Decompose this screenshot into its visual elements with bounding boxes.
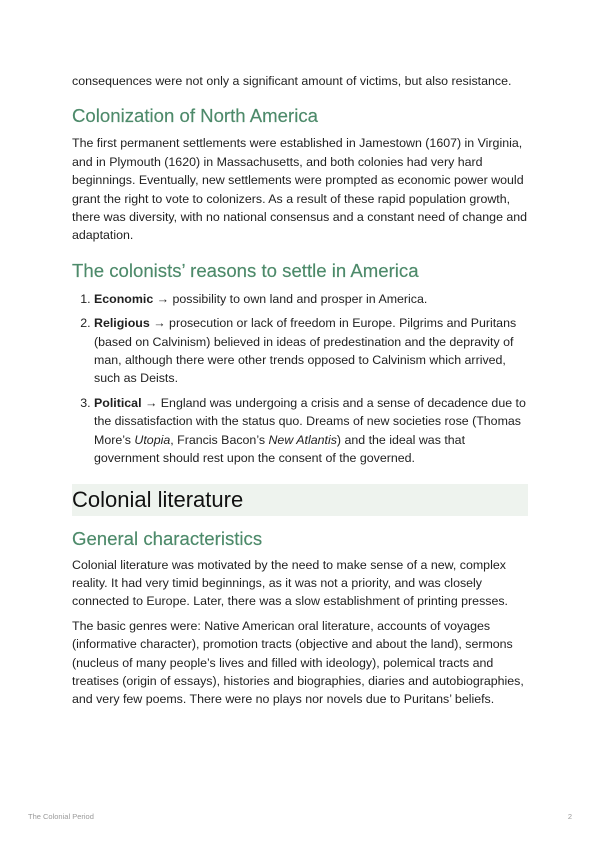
political-text-after: ) and the ideal was that government should rest upon the consent of the governed. xyxy=(94,432,466,466)
list-item-economic xyxy=(94,290,528,308)
arrow-symbol: → xyxy=(141,395,161,410)
arrow-symbol: → xyxy=(149,316,170,331)
page-number: 2 xyxy=(567,812,572,821)
colonization-heading: Colonization of North America xyxy=(72,105,318,127)
political-text-before: England was undergoing a crisis and a sense of decadence due to the dissatisfaction with the status quo. Dreams of new societies rose (Thomas More’s xyxy=(94,395,526,447)
new-atlantis-title: New Atlantis xyxy=(268,432,337,447)
footer-title: The Colonial Period xyxy=(28,812,94,821)
reasons-list xyxy=(72,290,528,468)
term-religious: Religious xyxy=(94,316,150,331)
characteristics-paragraph-1: Colonial literature was motivated by the need to make sense of a new, complex reality. It had very timid beginnings, as it was not a priority, and was closely connected to Europe. Later, there was a slow establishment of printing presses. xyxy=(72,557,508,609)
colonization-paragraph: The first permanent settlements were established in Jamestown (1607) in Virginia, and in Plymouth (1620) in Massachusetts, and both colonies had very hard beginnings. Eventually, new settlements were prompted as economic power would grant the right to vote to colonizers. As a result of these rapid population growth, there was diversity, with no national consensus and a constant need of change and adaptation. xyxy=(72,136,528,243)
colonial-literature-heading: Colonial literature xyxy=(72,484,528,516)
arrow-symbol: → xyxy=(153,291,173,306)
economic-text: possibility to own land and prosper in America. xyxy=(172,291,428,306)
list-item-political xyxy=(94,394,528,468)
reasons-heading: The colonists’ reasons to settle in America xyxy=(72,259,419,281)
intro-paragraph: consequences were not only a significant amount of victims, but also resistance. xyxy=(72,74,512,88)
political-text-mid: , Francis Bacon’s xyxy=(170,432,269,447)
page-content xyxy=(72,72,528,709)
utopia-title: Utopia xyxy=(134,432,171,447)
general-characteristics-heading: General characteristics xyxy=(72,527,263,549)
term-political: Political xyxy=(94,395,142,410)
term-economic: Economic xyxy=(94,291,154,306)
religious-text: prosecution or lack of freedom in Europe. Pilgrims and Puritans (based on Calvinism) believed in ideas of predestination and the depravity of man, although there were other trends opposed to Calvinism which arrived, such as Deists. xyxy=(94,316,517,386)
list-item-religious xyxy=(94,314,528,388)
characteristics-paragraph-2: The basic genres were: Native American oral literature, accounts of voyages (informative character), promotion tracts (objective and about the land), sermons (nucleus of many people’s lives and filled with ideology), polemical tracts and treatises (origin of essays), histories and biographies, diaries and autobiographies, and very few poems. There were no plays nor novels due to Puritans’ beliefs. xyxy=(72,618,524,707)
